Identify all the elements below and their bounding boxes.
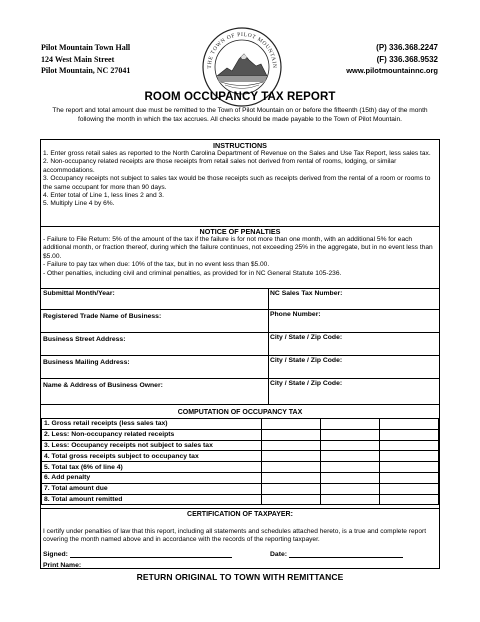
- footer-note: RETURN ORIGINAL TO TOWN WITH REMITTANCE: [136, 572, 344, 582]
- divider: [41, 404, 439, 405]
- row-label: 3. Less: Occupancy receipts not subject to sales tax: [42, 440, 262, 451]
- value-cell[interactable]: [379, 462, 438, 473]
- row-label: 1. Gross retail receipts (less sales tax): [42, 419, 262, 430]
- address-line-2: 124 West Main Street: [41, 54, 115, 64]
- value-cell[interactable]: [320, 440, 379, 451]
- instruction-item: 1. Enter gross retail sales as reported to the North Carolina Department of Revenue on the Sales and Use Tax Report, less sales tax.: [43, 150, 431, 157]
- instructions-list: [41, 150, 439, 209]
- penalty-item: - Other penalties, including civil and criminal penalties, as provided for in NC General Statute 105-236.: [43, 269, 342, 277]
- table-row: [42, 419, 439, 430]
- print-name-line[interactable]: [83, 561, 229, 569]
- value-cell[interactable]: [379, 494, 438, 505]
- nc-sales-tax-field[interactable]: NC Sales Tax Number:: [270, 290, 343, 297]
- value-cell[interactable]: [320, 494, 379, 505]
- seal-text: THE TOWN OF PILOT MOUNTAIN: [206, 31, 278, 69]
- instruction-item: 5. Multiply Line 4 by 6%.: [43, 200, 115, 208]
- penalties-list: [41, 236, 439, 278]
- penalties-section: [41, 227, 439, 278]
- value-cell[interactable]: [379, 419, 438, 430]
- value-cell[interactable]: [261, 472, 320, 483]
- signed-label: Signed:: [43, 551, 68, 558]
- table-row: [42, 494, 439, 505]
- certification-text: I certify under penalties of law that this report, including all statements and schedules attached hereto, is a true and complete report covering the month named above and in accordance with the records of the reporting taxpayer.: [43, 528, 427, 544]
- street-address-field[interactable]: Business Street Address:: [43, 336, 126, 343]
- instruction-item: 4. Enter total of Line 1, less lines 2 and 3.: [43, 192, 164, 200]
- intro-text: The report and total amount due must be remitted to the Town of Pilot Mountain on or before the fifteenth (15th) day of the month following the month in which the tax accrues. All checks should be made payable to the Town of Pilot Mountain.: [52, 107, 428, 123]
- city-state-zip-field-1[interactable]: City / State / Zip Code:: [270, 334, 343, 341]
- value-cell[interactable]: [320, 483, 379, 494]
- page-title: ROOM OCCUPANCY TAX REPORT: [144, 91, 336, 103]
- address-line-1: Pilot Mountain Town Hall: [41, 43, 131, 52]
- divider: [41, 378, 439, 379]
- website-link[interactable]: www.pilotmountainnc.org: [346, 66, 438, 75]
- table-row: [42, 451, 439, 462]
- value-cell[interactable]: [320, 429, 379, 440]
- date-label: Date:: [270, 551, 287, 558]
- value-cell[interactable]: [261, 483, 320, 494]
- row-label: 5. Total tax (6% of line 4): [42, 462, 262, 473]
- row-label: 8. Total amount remitted: [42, 494, 262, 505]
- town-contact: [346, 42, 438, 77]
- date-row: [270, 550, 403, 558]
- table-row: [42, 483, 439, 494]
- penalty-item: - Failure to pay tax when due: 10% of the tax, but in no event less than $5.00.: [43, 261, 270, 269]
- value-cell[interactable]: [320, 472, 379, 483]
- penalty-item: - Failure to File Return: 5% of the amount of the tax if the failure is for not more than one month, with an additional 5% for each additional month, or fraction thereof, during which the failure continues, not exceeding 25% in the aggregate, but in no event less than $5.00.: [43, 236, 433, 260]
- phone-field[interactable]: Phone Number:: [270, 311, 321, 318]
- row-label: 2. Less: Non-occupancy related receipts: [42, 429, 262, 440]
- print-name-label: Print Name:: [43, 562, 82, 569]
- value-cell[interactable]: [261, 419, 320, 430]
- value-cell[interactable]: [261, 429, 320, 440]
- phone-number: (P) 336.368.2247: [376, 43, 438, 52]
- row-label: 6. Add penalty: [42, 472, 262, 483]
- penalties-heading: NOTICE OF PENALTIES: [199, 227, 281, 236]
- trade-name-field[interactable]: Registered Trade Name of Business:: [43, 313, 162, 320]
- value-cell[interactable]: [320, 462, 379, 473]
- mailing-address-field[interactable]: Business Mailing Address:: [43, 359, 130, 366]
- address-line-3: Pilot Mountain, NC 27041: [41, 66, 131, 75]
- city-state-zip-field-3[interactable]: City / State / Zip Code:: [270, 380, 343, 387]
- value-cell[interactable]: [379, 429, 438, 440]
- signature-row: [43, 550, 232, 558]
- fax-number: (F) 336.368.9532: [376, 54, 438, 64]
- table-row: [42, 462, 439, 473]
- computation-table: [41, 418, 439, 505]
- certification-heading: CERTIFICATION OF TAXPAYER:: [187, 511, 293, 518]
- owner-field[interactable]: Name & Address of Business Owner:: [43, 382, 163, 389]
- divider: [41, 355, 439, 356]
- value-cell[interactable]: [261, 494, 320, 505]
- value-cell[interactable]: [320, 451, 379, 462]
- divider: [41, 332, 439, 333]
- table-row: [42, 429, 439, 440]
- row-label: 7. Total amount due: [42, 483, 262, 494]
- value-cell[interactable]: [379, 451, 438, 462]
- instruction-item: 3. Occupancy receipts not subject to sales tax would be those receipts such as receipts derived from the rental of a room or rooms to the same occupant for more than 90 days.: [43, 175, 431, 191]
- instructions-heading: INSTRUCTIONS: [213, 141, 267, 150]
- value-cell[interactable]: [379, 440, 438, 451]
- date-line[interactable]: [289, 550, 403, 558]
- print-name-row: [43, 561, 229, 569]
- value-cell[interactable]: [379, 483, 438, 494]
- computation-heading: COMPUTATION OF OCCUPANCY TAX: [177, 409, 303, 416]
- row-label: 4. Total gross receipts subject to occupancy tax: [42, 451, 262, 462]
- report-form: [40, 139, 440, 569]
- instructions-section: [41, 141, 439, 209]
- town-address: [41, 42, 130, 77]
- divider: [41, 309, 439, 310]
- value-cell[interactable]: [261, 462, 320, 473]
- value-cell[interactable]: [379, 472, 438, 483]
- table-row: [42, 472, 439, 483]
- table-row: [42, 440, 439, 451]
- divider: [41, 288, 439, 289]
- instruction-item: 2. Non-occupancy related receipts are those receipts from retail sales not derived from rental of rooms, lodging, or similar accommodations.: [43, 158, 397, 174]
- value-cell[interactable]: [320, 419, 379, 430]
- value-cell[interactable]: [261, 451, 320, 462]
- submittal-month-field[interactable]: Submittal Month/Year:: [43, 290, 115, 297]
- city-state-zip-field-2[interactable]: City / State / Zip Code:: [270, 357, 343, 364]
- divider: [41, 508, 439, 509]
- column-divider: [268, 288, 269, 404]
- signature-line[interactable]: [70, 550, 232, 558]
- value-cell[interactable]: [261, 440, 320, 451]
